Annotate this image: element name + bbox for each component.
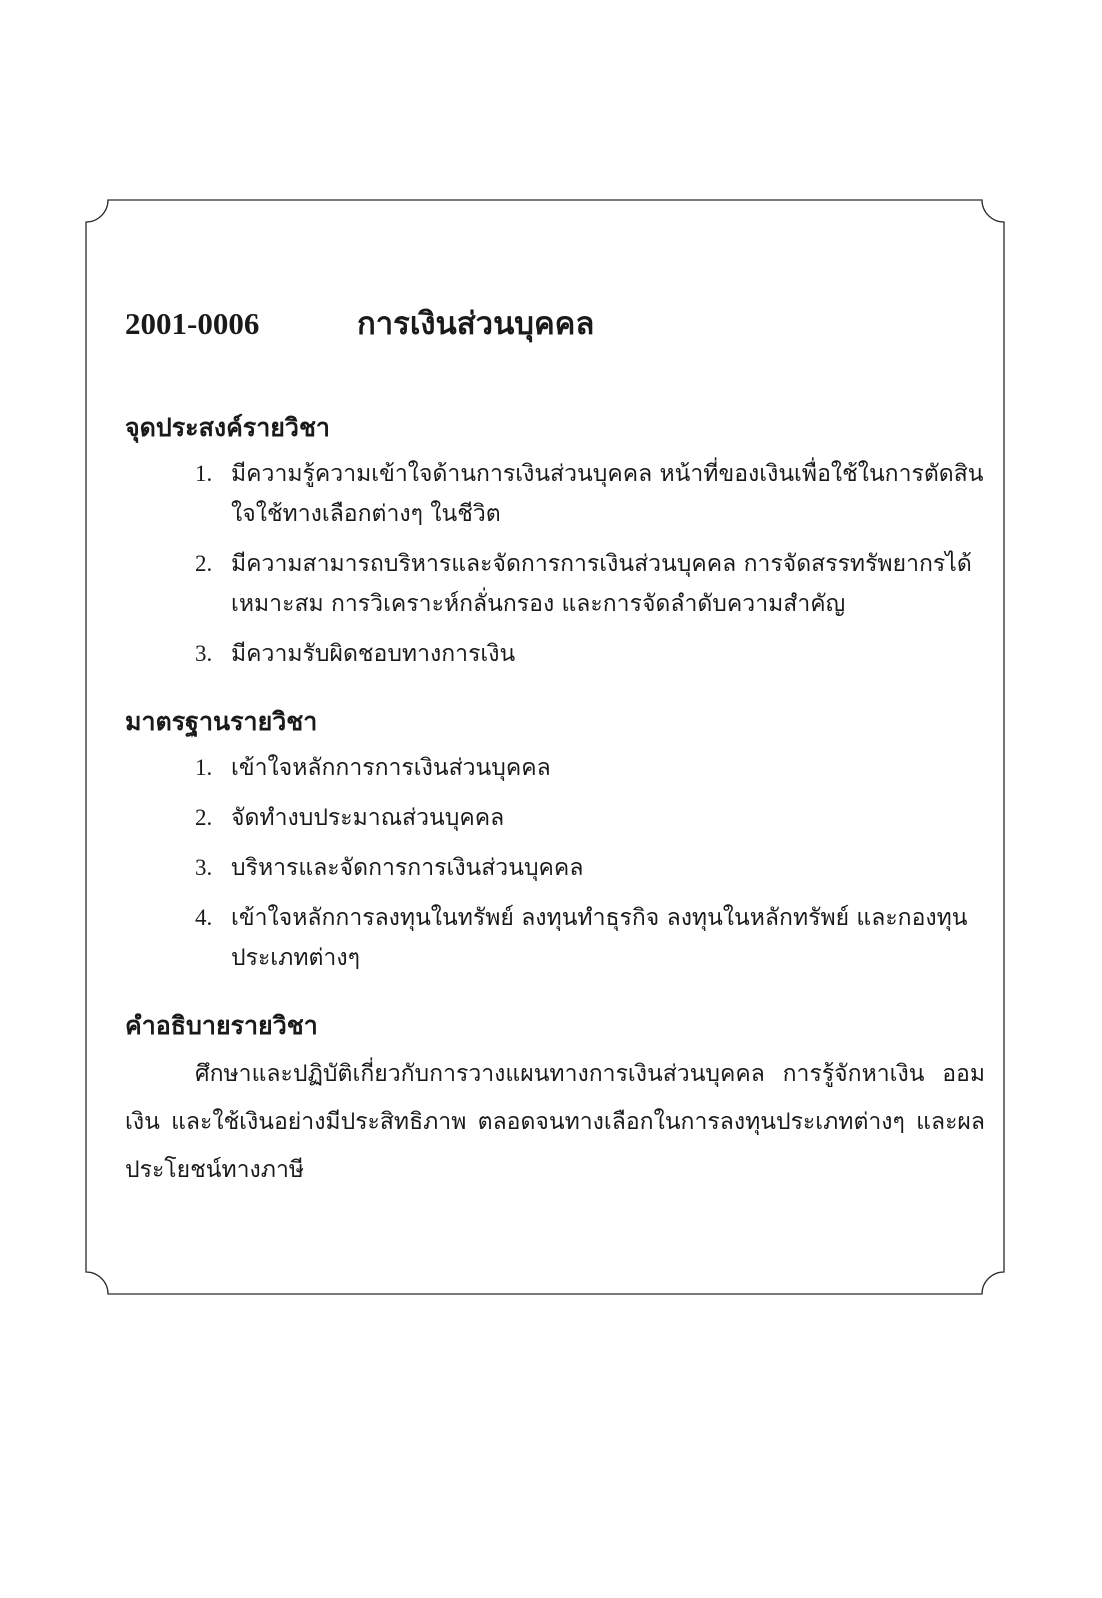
standards-heading: มาตรฐานรายวิชา [125,707,318,736]
list-text: บริหารและจัดการการเงินส่วนบุคคล [231,855,584,881]
course-code: 2001-0006 [125,306,260,341]
list-number: 1. [195,755,213,780]
list-text: มีความรู้ความเข้าใจด้านการเงินส่วนบุคคล หน้าที่ของเงินเพื่อใช้ในการตัดสินใจใช้ทางเลือกต่างๆ ในชีวิต [231,461,984,527]
list-item [195,748,985,788]
objectives-section [125,408,985,674]
list-text: เข้าใจหลักการการเงินส่วนบุคคล [231,755,551,781]
list-number: 3. [195,855,213,880]
list-text: เข้าใจหลักการลงทุนในทรัพย์ ลงทุนทำธุรกิจ ลงทุนในหลักทรัพย์ และกองทุนประเภทต่างๆ [231,905,968,971]
list-number: 3. [195,641,213,666]
course-content [125,292,985,1194]
description-section [125,1006,985,1194]
list-text: มีความสามารถบริหารและจัดการการเงินส่วนบุคคล การจัดสรรทรัพยากรได้เหมาะสม การวิเคราะห์กลั่นกรอง และการจัดลำดับความสำคัญ [231,551,972,617]
description-heading: คำอธิบายรายวิชา [125,1011,318,1040]
course-title [125,292,985,356]
list-item [195,898,985,978]
list-text: มีความรับผิดชอบทางการเงิน [231,641,516,667]
course-name: การเงินส่วนบุคคล [357,306,595,342]
standards-list [125,748,985,978]
list-item [195,544,985,624]
standards-section [125,702,985,978]
description-text: ศึกษาและปฏิบัติเกี่ยวกับการวางแผนทางการเงินส่วนบุคคล การรู้จักหาเงิน ออมเงิน และใช้เงินอย่างมีประสิทธิภาพ ตลอดจนทางเลือกในการลงทุนประเภทต่างๆ และผลประโยชน์ทางภาษี [125,1061,985,1183]
list-number: 1. [195,461,213,486]
objectives-heading: จุดประสงค์รายวิชา [125,413,330,442]
list-number: 2. [195,805,213,830]
list-item [195,848,985,888]
list-item [195,454,985,534]
list-item [195,634,985,674]
list-text: จัดทำงบประมาณส่วนบุคคล [231,805,505,831]
objectives-list [125,454,985,674]
list-number: 2. [195,551,213,576]
list-item [195,798,985,838]
list-number: 4. [195,905,213,930]
